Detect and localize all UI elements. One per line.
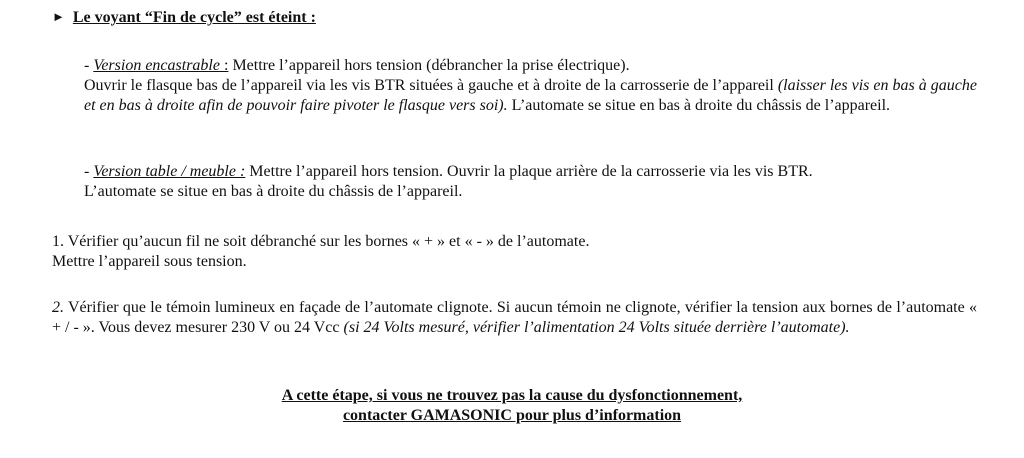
- encastrable-label: Version encastrable: [93, 57, 224, 74]
- step-2-line-1: Vérifier que le témoin lumineux en façade de l’automate clignote. Si aucun témoin ne clignote, vérifier la tension: [64, 299, 799, 316]
- heading-text: Le voyant “Fin de cycle” est éteint :: [72, 9, 316, 26]
- encastrable-line1-text: Mettre l’appareil hors tension (débrancher la prise électrique).: [228, 57, 630, 74]
- table-line-2: L’automate se situe en bas à droite du châssis de l’appareil.: [84, 183, 463, 200]
- step-2-line-3: 24 Volts située derrière l’automate).: [618, 319, 850, 336]
- encastrable-line-4: situe en bas à droite du châssis de l’appareil.: [605, 97, 891, 114]
- encastrable-italic-note: (laisser les vis en bas à gauche et en bas à droite afin de pouvoir faire pivoter le flasque vers soi).: [84, 77, 977, 114]
- final-notice-line-1: A cette étape, si vous ne trouvez pas la cause du dysfonctionnement,: [281, 387, 743, 404]
- encastrable-label-sep: :: [223, 57, 229, 74]
- table-meuble-label: Version table / meuble :: [93, 163, 246, 180]
- step-2-italic-note: (si 24 Volts mesuré, vérifier l’alimentation: [343, 319, 615, 336]
- step-2: [52, 298, 977, 338]
- paragraph-version-encastrable: [84, 56, 977, 116]
- final-notice: [0, 386, 1024, 426]
- step-2-line-2: aux bornes de l’automate « + / - ». Vous devez mesurer 230 V ou 24 Vcc: [52, 299, 978, 336]
- section-heading: [52, 8, 316, 28]
- step-1-line-2: Mettre l’appareil sous tension.: [52, 253, 247, 270]
- encastrable-line-1: - Version encastrable : Mettre l’appareil hors tension (débrancher la prise électrique).: [84, 57, 630, 74]
- encastrable-body: [84, 76, 977, 116]
- table-line1-text: Mettre l’appareil hors tension. Ouvrir la plaque arrière de la carrosserie via les vis BTR.: [245, 163, 813, 180]
- table-line-1: - Version table / meuble : Mettre l’appareil hors tension. Ouvrir la plaque arrière de la carrosserie via les vis BTR.: [84, 163, 813, 180]
- step-1-line-1: 1. Vérifier qu’aucun fil ne soit débranché sur les bornes « + » et « - » de l’automate.: [52, 233, 590, 250]
- paragraph-version-table-meuble: [84, 162, 977, 202]
- step-2-number: 2.: [52, 299, 64, 316]
- step-2-body: [52, 298, 977, 338]
- arrow-bullet-icon: ►: [52, 9, 65, 24]
- step-1: [52, 232, 977, 272]
- encastrable-line-2: Ouvrir le flasque bas de l’appareil via les vis BTR situées à gauche et à droite de la carrosserie de l’appareil: [84, 77, 774, 94]
- encastrable-after-italic: L’automate se: [507, 97, 602, 114]
- final-notice-line-2: contacter GAMASONIC pour plus d’information: [342, 407, 682, 424]
